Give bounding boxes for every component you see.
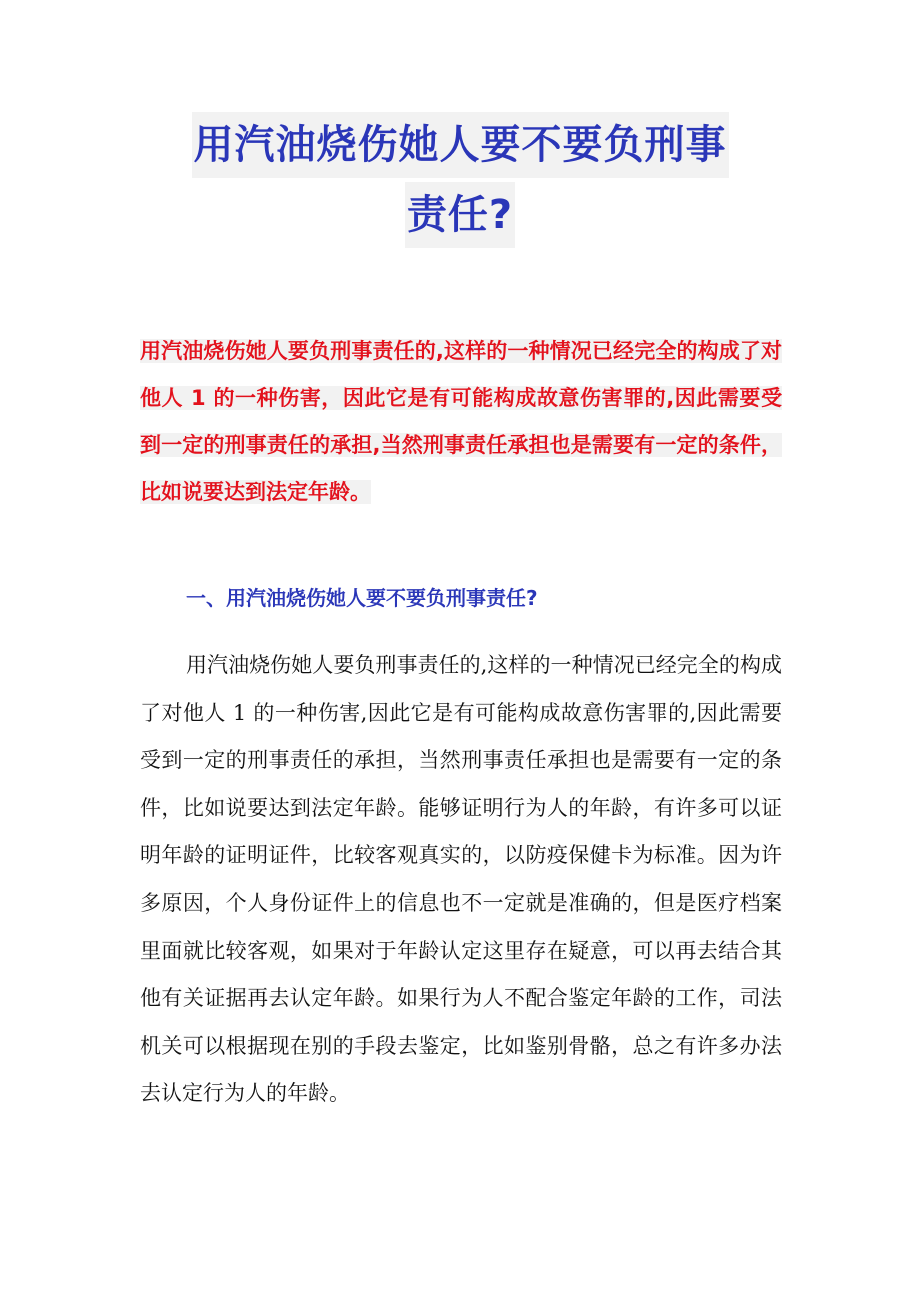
body-paragraph: 用汽油烧伤她人要负刑事责任的,这样的一种情况已经完全的构成了对他人 1 的一种伤害,因此它是有可能构成故意伤害罪的,因此需要受到一定的刑事责任的承担，当然刑事责任承担也是需要有一定的条件，比如说要达到法定年龄。能够证明行为人的年龄，有许多可以证明年龄的证明证件，比较客观真实的，以防疫保健卡为标准。因为许多原因，个人身份证件上的信息也不一定就是准确的，但是医疗档案里面就比较客观，如果对于年龄认定这里存在疑意，可以再去结合其他有关证据再去认定年龄。如果行为人不配合鉴定年龄的工作，司法机关可以根据现在别的手段去鉴定，比如鉴别骨骼，总之有许多办法去认定行为人的年龄。 (140, 653, 782, 1106)
summary-paragraph (140, 328, 782, 516)
title-line-1: 用汽油烧伤她人要不要负刑事 (192, 112, 729, 178)
summary-text: 用汽油烧伤她人要负刑事责任的,这样的一种情况已经完全的构成了对他人 1 的一种伤害，因此它是有可能构成故意伤害罪的,因此需要受到一定的刑事责任的承担,当然刑事责任承担也是需要有一定的条件，比如说要达到法定年龄。 (140, 339, 782, 504)
document-title (140, 112, 780, 248)
section-heading: 一、用汽油烧伤她人要不要负刑事责任? (186, 586, 538, 610)
title-line-2: 责任? (405, 182, 515, 248)
